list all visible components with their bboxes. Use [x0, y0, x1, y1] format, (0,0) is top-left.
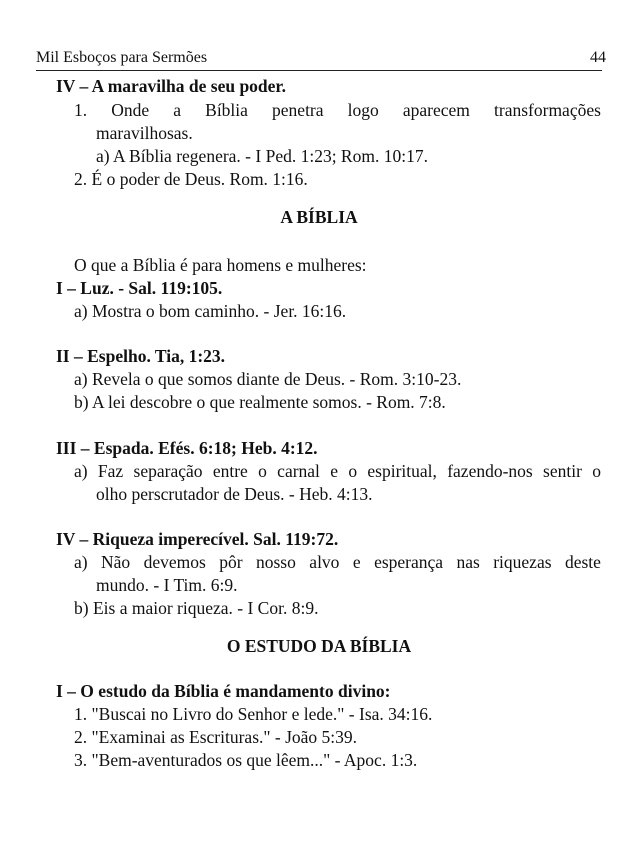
word: a: [173, 100, 182, 120]
word: sentir: [543, 461, 582, 481]
word: carnal: [277, 461, 320, 481]
word: penetra: [272, 100, 324, 120]
word: separação: [133, 461, 203, 481]
word: transformações: [494, 100, 601, 120]
justified-line: [74, 460, 601, 482]
word: o: [348, 461, 358, 481]
book-title: Mil Esboços para Sermões: [36, 49, 208, 66]
list-item: 2. É o poder de Deus. Rom. 1:16.: [74, 169, 308, 189]
list-item: 2. "Examinai as Escrituras." - João 5:39.: [74, 727, 358, 747]
point-heading: IV – Riqueza imperecível. Sal. 119:72.: [56, 529, 339, 549]
justified-line: [74, 99, 601, 121]
word: a): [74, 461, 88, 481]
sub-item: a) Revela o que somos diante de Deus. - Rom. 3:10-23.: [74, 369, 462, 389]
word: Onde: [111, 100, 150, 120]
word: Não: [101, 552, 131, 572]
point-heading: I – O estudo da Bíblia é mandamento divino:: [56, 681, 391, 701]
word: alvo: [309, 552, 340, 572]
word: Bíblia: [205, 100, 248, 120]
word: Faz: [97, 461, 124, 481]
word: e: [352, 552, 361, 572]
section-title: A BÍBLIA: [280, 207, 358, 227]
line-continuation: mundo. - I Tim. 6:9.: [96, 575, 238, 595]
word: riquezas: [493, 552, 552, 572]
line-continuation: maravilhosas.: [96, 123, 193, 143]
point-heading: II – Espelho. Tia, 1:23.: [56, 346, 226, 366]
word: e: [330, 461, 339, 481]
word: o: [258, 461, 267, 481]
point-heading: I – Luz. - Sal. 119:105.: [56, 278, 223, 298]
word: nosso: [256, 552, 296, 572]
sub-item: b) Eis a maior riqueza. - I Cor. 8:9.: [74, 598, 319, 618]
list-item: 3. "Bem-aventurados os que lêem..." - Apoc. 1:3.: [74, 750, 418, 770]
justified-line: [74, 551, 601, 573]
word: entre: [212, 461, 248, 481]
word: aparecem: [402, 100, 470, 120]
sub-item: b) A lei descobre o que realmente somos. - Rom. 7:8.: [74, 392, 446, 412]
page-number: 44: [590, 49, 606, 66]
list-item: 1. "Buscai no Livro do Senhor e lede." - Isa. 34:16.: [74, 704, 433, 724]
word: devemos: [143, 552, 206, 572]
word: esperança: [374, 552, 444, 572]
point-heading: III – Espada. Efés. 6:18; Heb. 4:12.: [56, 438, 318, 458]
sub-item: a) A Bíblia regenera. - I Ped. 1:23; Rom. 10:17.: [96, 146, 428, 166]
sub-item: a) Mostra o bom caminho. - Jer. 16:16.: [74, 301, 347, 321]
word: 1.: [74, 100, 88, 120]
word: fazendo-nos: [447, 461, 533, 481]
word: o: [592, 461, 601, 481]
running-header: [36, 48, 606, 71]
word: a): [74, 552, 88, 572]
word: deste: [564, 552, 601, 572]
section-title: O ESTUDO DA BÍBLIA: [226, 636, 412, 656]
word: logo: [347, 100, 379, 120]
word: nas: [456, 552, 480, 572]
intro-text: O que a Bíblia é para homens e mulheres:: [74, 255, 367, 275]
word: espiritual,: [367, 461, 437, 481]
section-heading: IV – A maravilha de seu poder.: [56, 76, 286, 96]
word: pôr: [219, 552, 243, 572]
line-continuation: olho perscrutador de Deus. - Heb. 4:13.: [96, 484, 373, 504]
